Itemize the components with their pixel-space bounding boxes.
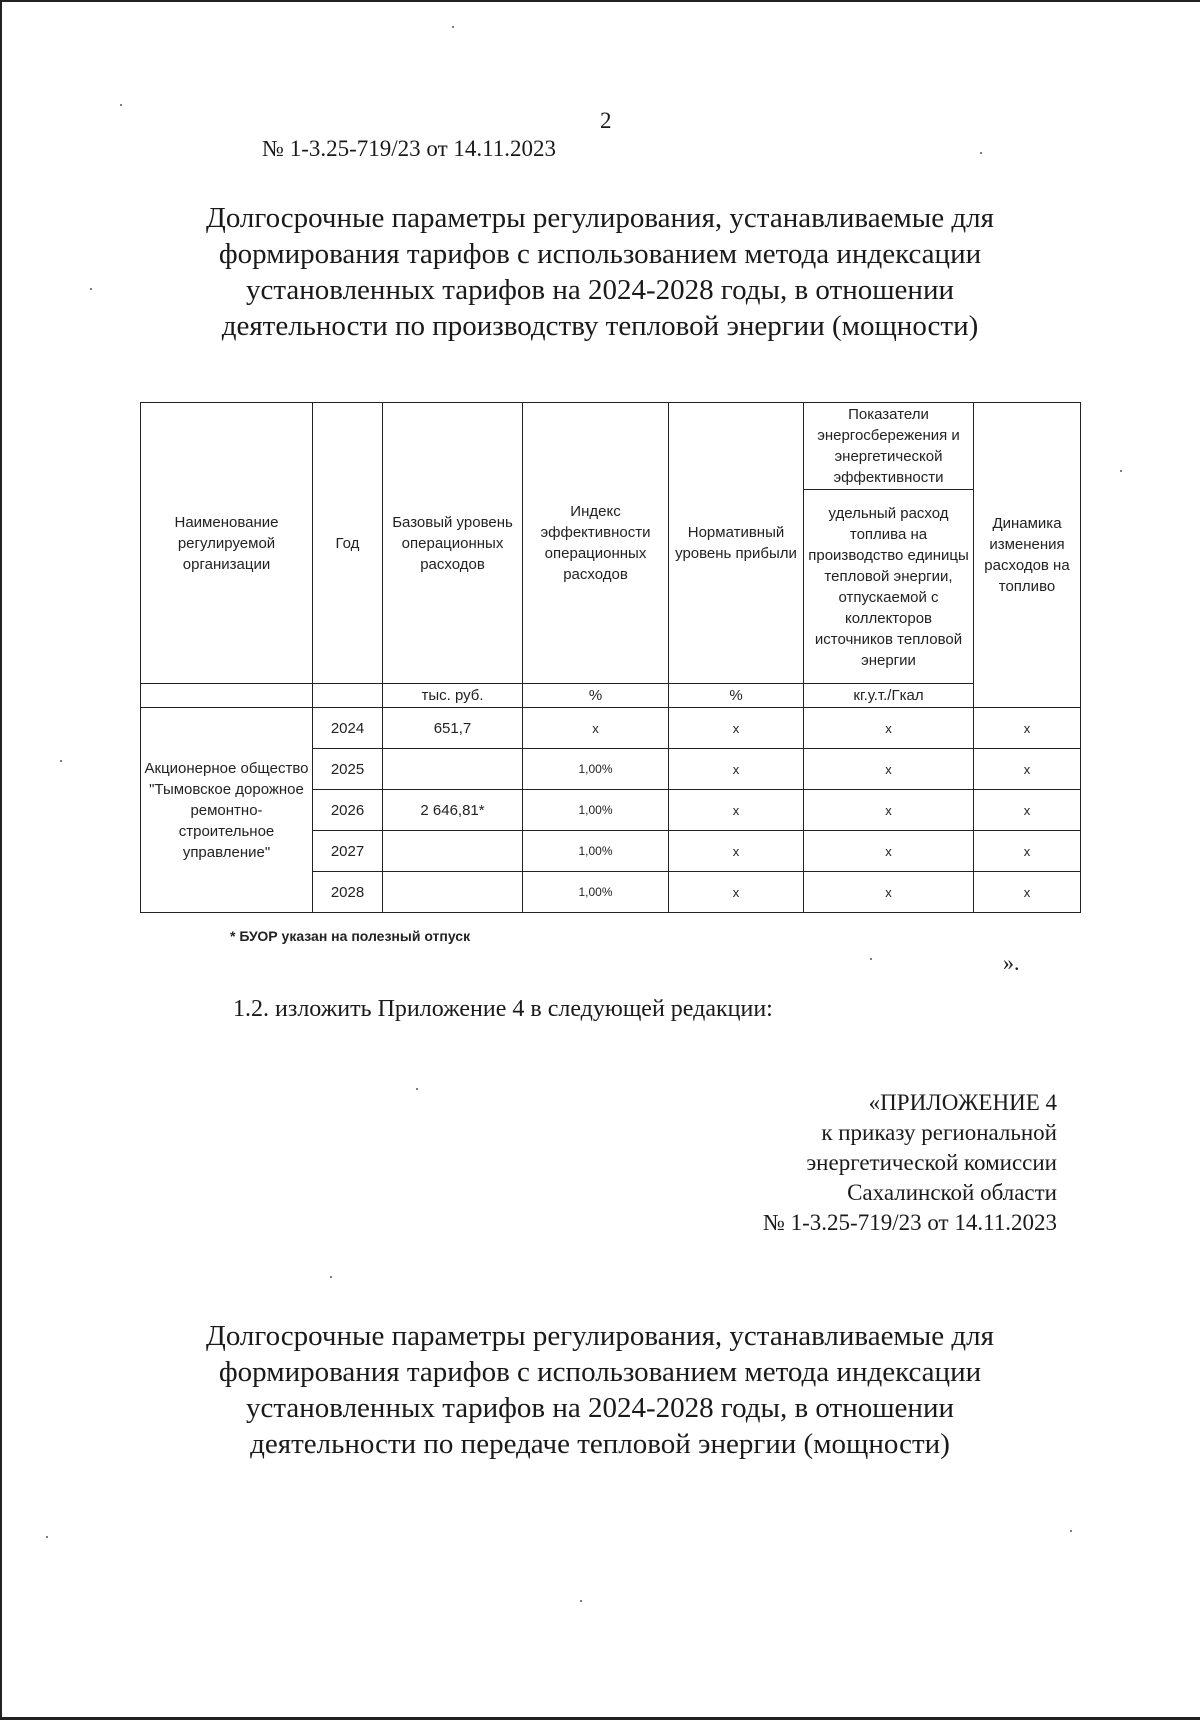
cell-fuel-rate: x bbox=[804, 708, 974, 749]
annex-line: «ПРИЛОЖЕНИЕ 4 bbox=[868, 1090, 1057, 1115]
annex-line: энергетической комиссии bbox=[806, 1150, 1057, 1175]
scan-speck bbox=[120, 104, 122, 106]
unit-efficiency-index: % bbox=[523, 684, 669, 708]
annex-line: № 1-3.25-719/23 от 14.11.2023 bbox=[762, 1210, 1057, 1235]
scan-speck bbox=[416, 1088, 418, 1090]
scan-top-edge bbox=[0, 0, 1200, 2]
cell-base-opex: 2 646,81* bbox=[383, 790, 523, 831]
scan-speck bbox=[60, 760, 62, 762]
cell-fuel-dynamics: x bbox=[974, 790, 1081, 831]
unit-empty bbox=[141, 684, 313, 708]
cell-year: 2028 bbox=[313, 872, 383, 913]
scan-speck bbox=[580, 1600, 582, 1602]
heading-line: Долгосрочные параметры регулирования, устанавливаемые для bbox=[206, 202, 994, 234]
unit-fuel-rate: кг.у.т./Гкал bbox=[804, 684, 974, 708]
scan-speck bbox=[1070, 1530, 1072, 1532]
cell-efficiency-index: 1,00% bbox=[523, 749, 669, 790]
cell-efficiency-index: 1,00% bbox=[523, 790, 669, 831]
cell-fuel-rate: x bbox=[804, 872, 974, 913]
unit-empty bbox=[313, 684, 383, 708]
scan-speck bbox=[90, 288, 92, 290]
cell-year: 2024 bbox=[313, 708, 383, 749]
unit-base-opex: тыс. руб. bbox=[383, 684, 523, 708]
cell-fuel-rate: x bbox=[804, 749, 974, 790]
scan-left-edge bbox=[0, 0, 2, 1720]
cell-year: 2025 bbox=[313, 749, 383, 790]
header-efficiency-index: Индекс эффективности операционных расходов bbox=[523, 403, 669, 684]
instruction-paragraph: 1.2. изложить Приложение 4 в следующей редакции: bbox=[233, 996, 773, 1022]
heading-line: установленных тарифов на 2024-2028 годы, в отношении bbox=[245, 274, 954, 306]
heading-line: формирования тарифов с использованием метода индексации bbox=[218, 1356, 982, 1388]
cell-fuel-rate: x bbox=[804, 790, 974, 831]
cell-profit: x bbox=[669, 872, 804, 913]
regulation-parameters-table bbox=[140, 402, 1081, 913]
cell-fuel-rate: x bbox=[804, 831, 974, 872]
section-heading-production bbox=[150, 200, 1050, 344]
page-number: 2 bbox=[600, 108, 612, 133]
cell-year: 2027 bbox=[313, 831, 383, 872]
cell-profit: x bbox=[669, 708, 804, 749]
scan-speck bbox=[46, 1536, 48, 1538]
annex-line: Сахалинской области bbox=[847, 1180, 1057, 1205]
scan-speck bbox=[980, 152, 982, 154]
cell-fuel-dynamics: x bbox=[974, 749, 1081, 790]
table-footnote: * БУОР указан на полезный отпуск bbox=[230, 928, 471, 944]
cell-fuel-dynamics: x bbox=[974, 831, 1081, 872]
header-fuel-rate: удельный расход топлива на производство единицы тепловой энергии, отпускаемой с коллекторов источников тепловой энергии bbox=[804, 490, 974, 684]
header-profit: Нормативный уровень прибыли bbox=[669, 403, 804, 684]
cell-efficiency-index: 1,00% bbox=[523, 872, 669, 913]
cell-profit: x bbox=[669, 749, 804, 790]
header-base-opex: Базовый уровень операционных расходов bbox=[383, 403, 523, 684]
heading-line: деятельности по передаче тепловой энергии (мощности) bbox=[250, 1428, 950, 1460]
cell-fuel-dynamics: x bbox=[974, 872, 1081, 913]
header-energy-efficiency-group: Показатели энергосбережения и энергетической эффективности bbox=[804, 403, 974, 490]
table-row bbox=[141, 708, 1081, 749]
scan-speck bbox=[330, 1276, 332, 1278]
annex-block bbox=[763, 1088, 1057, 1238]
heading-line: установленных тарифов на 2024-2028 годы, в отношении bbox=[245, 1392, 954, 1424]
cell-year: 2026 bbox=[313, 790, 383, 831]
header-year: Год bbox=[313, 403, 383, 684]
cell-fuel-dynamics: x bbox=[974, 708, 1081, 749]
header-organization: Наименование регулируемой организации bbox=[141, 403, 313, 684]
cell-base-opex bbox=[383, 872, 523, 913]
scan-speck bbox=[1120, 470, 1122, 472]
heading-line: деятельности по производству тепловой энергии (мощности) bbox=[221, 310, 979, 342]
section-heading-transmission bbox=[150, 1318, 1050, 1462]
cell-efficiency-index: 1,00% bbox=[523, 831, 669, 872]
cell-base-opex bbox=[383, 831, 523, 872]
heading-line: формирования тарифов с использованием метода индексации bbox=[218, 238, 982, 270]
cell-efficiency-index: x bbox=[523, 708, 669, 749]
unit-profit: % bbox=[669, 684, 804, 708]
cell-base-opex bbox=[383, 749, 523, 790]
closing-quote: ». bbox=[1003, 950, 1020, 975]
header-fuel-dynamics: Динамика изменения расходов на топливо bbox=[974, 403, 1081, 708]
scan-speck bbox=[452, 26, 454, 28]
document-reference: № 1-3.25-719/23 от 14.11.2023 bbox=[262, 136, 557, 161]
annex-line: к приказу региональной bbox=[821, 1120, 1057, 1145]
cell-profit: x bbox=[669, 790, 804, 831]
heading-line: Долгосрочные параметры регулирования, устанавливаемые для bbox=[206, 1320, 994, 1352]
scan-speck bbox=[870, 958, 872, 960]
cell-base-opex: 651,7 bbox=[383, 708, 523, 749]
cell-profit: x bbox=[669, 831, 804, 872]
organization-name: Акционерное общество "Тымовское дорожное ремонтно-строительное управление" bbox=[141, 708, 313, 913]
